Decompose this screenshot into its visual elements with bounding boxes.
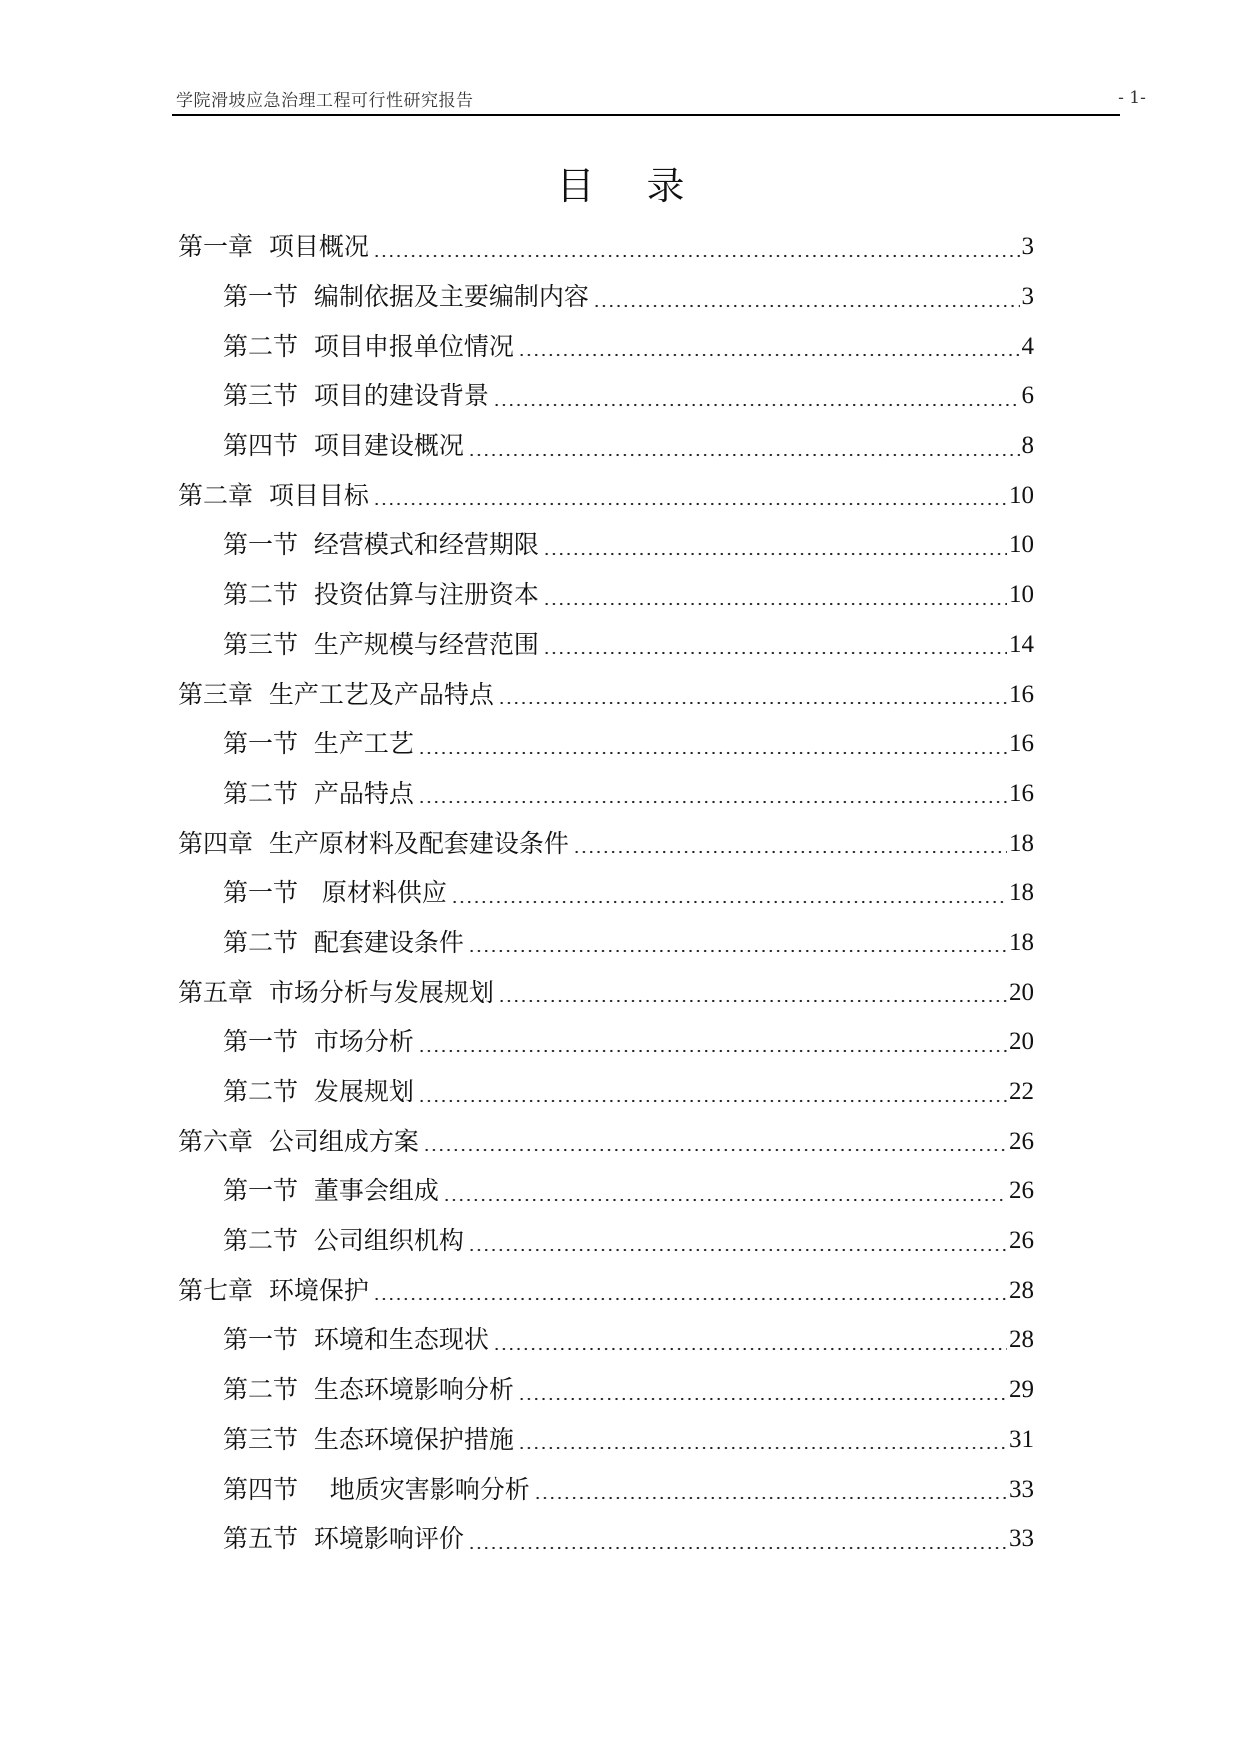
toc-dot-leader bbox=[418, 1099, 1007, 1103]
toc-entry-label: 第一节 环境和生态现状 bbox=[223, 1325, 489, 1355]
toc-entry-label: 第七章 环境保护 bbox=[178, 1275, 369, 1305]
toc-entry-label: 第二节 生态环境影响分析 bbox=[223, 1375, 514, 1405]
toc-dot-leader bbox=[451, 900, 1007, 904]
toc-dot-leader bbox=[543, 552, 1007, 556]
toc-dot-leader bbox=[443, 1198, 1007, 1202]
table-of-contents bbox=[178, 222, 1034, 1564]
toc-entry-page: 3 bbox=[1021, 283, 1034, 311]
toc-entry-page: 8 bbox=[1021, 432, 1034, 460]
toc-entry-label: 第二节 项目申报单位情况 bbox=[223, 331, 514, 361]
toc-dot-leader bbox=[418, 751, 1007, 755]
toc-entry-page: 6 bbox=[1021, 382, 1034, 410]
toc-section-entry[interactable] bbox=[178, 1166, 1034, 1216]
toc-section-entry[interactable] bbox=[178, 1464, 1034, 1514]
toc-entry-page: 26 bbox=[1009, 1127, 1034, 1155]
toc-entry-label: 第二节 配套建设条件 bbox=[223, 927, 464, 957]
toc-dot-leader bbox=[468, 1546, 1007, 1550]
toc-entry-page: 10 bbox=[1009, 531, 1034, 559]
toc-section-entry[interactable] bbox=[178, 1514, 1034, 1564]
toc-entry-page: 31 bbox=[1009, 1425, 1034, 1453]
toc-entry-page: 16 bbox=[1009, 680, 1034, 708]
toc-entry-page: 33 bbox=[1009, 1525, 1034, 1553]
toc-dot-leader bbox=[498, 999, 1007, 1003]
toc-entry-label: 第四章 生产原材料及配套建设条件 bbox=[178, 828, 569, 858]
toc-entry-label: 第一节 市场分析 bbox=[223, 1027, 414, 1057]
toc-dot-leader bbox=[468, 949, 1007, 953]
toc-entry-label: 第四节 地质灾害影响分析 bbox=[223, 1474, 530, 1504]
toc-entry-label: 第四节 项目建设概况 bbox=[223, 431, 464, 461]
toc-section-entry[interactable] bbox=[178, 421, 1034, 471]
toc-entry-label: 第一章 项目概况 bbox=[178, 232, 369, 262]
toc-entry-page: 4 bbox=[1021, 332, 1034, 360]
toc-dot-leader bbox=[573, 850, 1007, 854]
toc-entry-label: 第一节 原材料供应 bbox=[223, 878, 447, 908]
toc-entry-page: 28 bbox=[1009, 1276, 1034, 1304]
toc-dot-leader bbox=[418, 1049, 1007, 1053]
toc-entry-page: 26 bbox=[1009, 1227, 1034, 1255]
toc-dot-leader bbox=[468, 1248, 1007, 1252]
toc-entry-page: 20 bbox=[1009, 1028, 1034, 1056]
toc-dot-leader bbox=[423, 1148, 1007, 1152]
toc-entry-label: 第五节 环境影响评价 bbox=[223, 1524, 464, 1554]
toc-chapter-entry[interactable] bbox=[178, 967, 1034, 1017]
toc-section-entry[interactable] bbox=[178, 371, 1034, 421]
toc-entry-page: 20 bbox=[1009, 978, 1034, 1006]
toc-section-entry[interactable] bbox=[178, 272, 1034, 322]
toc-section-entry[interactable] bbox=[178, 1067, 1034, 1117]
toc-entry-label: 第一节 经营模式和经营期限 bbox=[223, 530, 539, 560]
toc-chapter-entry[interactable] bbox=[178, 1265, 1034, 1315]
toc-section-entry[interactable] bbox=[178, 1315, 1034, 1365]
toc-entry-page: 29 bbox=[1009, 1376, 1034, 1404]
toc-section-entry[interactable] bbox=[178, 1365, 1034, 1415]
toc-entry-page: 14 bbox=[1009, 630, 1034, 658]
toc-section-entry[interactable] bbox=[178, 1216, 1034, 1266]
toc-dot-leader bbox=[468, 453, 1020, 457]
toc-chapter-entry[interactable] bbox=[178, 818, 1034, 868]
toc-entry-label: 第二节 公司组织机构 bbox=[223, 1226, 464, 1256]
toc-chapter-entry[interactable] bbox=[178, 222, 1034, 272]
toc-section-entry[interactable] bbox=[178, 769, 1034, 819]
toc-entry-label: 第三节 生态环境保护措施 bbox=[223, 1424, 514, 1454]
toc-chapter-entry[interactable] bbox=[178, 669, 1034, 719]
toc-section-entry[interactable] bbox=[178, 620, 1034, 670]
toc-section-entry[interactable] bbox=[178, 719, 1034, 769]
toc-dot-leader bbox=[543, 602, 1007, 606]
toc-dot-leader bbox=[373, 502, 1007, 506]
toc-entry-page: 3 bbox=[1021, 233, 1034, 261]
toc-dot-leader bbox=[593, 304, 1020, 308]
toc-dot-leader bbox=[518, 1446, 1007, 1450]
toc-chapter-entry[interactable] bbox=[178, 470, 1034, 520]
toc-entry-label: 第一节 董事会组成 bbox=[223, 1176, 439, 1206]
toc-entry-page: 18 bbox=[1009, 879, 1034, 907]
toc-dot-leader bbox=[373, 254, 1020, 258]
toc-entry-page: 10 bbox=[1009, 481, 1034, 509]
toc-entry-page: 33 bbox=[1009, 1475, 1034, 1503]
toc-title: 目录 bbox=[556, 164, 737, 208]
toc-dot-leader bbox=[493, 403, 1020, 407]
toc-entry-page: 28 bbox=[1009, 1326, 1034, 1354]
toc-entry-page: 22 bbox=[1009, 1078, 1034, 1106]
toc-dot-leader bbox=[493, 1347, 1007, 1351]
toc-section-entry[interactable] bbox=[178, 1017, 1034, 1067]
toc-entry-label: 第五章 市场分析与发展规划 bbox=[178, 977, 494, 1007]
toc-dot-leader bbox=[534, 1496, 1007, 1500]
toc-section-entry[interactable] bbox=[178, 520, 1034, 570]
toc-entry-label: 第一节 生产工艺 bbox=[223, 729, 414, 759]
toc-dot-leader bbox=[543, 651, 1007, 655]
toc-dot-leader bbox=[518, 1397, 1007, 1401]
toc-entry-page: 10 bbox=[1009, 581, 1034, 609]
toc-entry-page: 16 bbox=[1009, 779, 1034, 807]
header-page-number: - 1- bbox=[1118, 88, 1146, 108]
toc-entry-label: 第二节 投资估算与注册资本 bbox=[223, 580, 539, 610]
toc-entry-page: 16 bbox=[1009, 730, 1034, 758]
toc-dot-leader bbox=[498, 701, 1007, 705]
toc-entry-label: 第三节 项目的建设背景 bbox=[223, 381, 489, 411]
toc-entry-page: 26 bbox=[1009, 1177, 1034, 1205]
toc-chapter-entry[interactable] bbox=[178, 1116, 1034, 1166]
toc-entry-label: 第一节 编制依据及主要编制内容 bbox=[223, 282, 589, 312]
toc-entry-label: 第二节 发展规划 bbox=[223, 1077, 414, 1107]
toc-dot-leader bbox=[418, 800, 1007, 804]
toc-entry-page: 18 bbox=[1009, 928, 1034, 956]
toc-section-entry[interactable] bbox=[178, 570, 1034, 620]
toc-entry-label: 第三节 生产规模与经营范围 bbox=[223, 629, 539, 659]
toc-entry-page: 18 bbox=[1009, 829, 1034, 857]
toc-dot-leader bbox=[518, 353, 1020, 357]
header-title: 学院滑坡应急治理工程可行性研究报告 bbox=[176, 91, 474, 111]
toc-entry-label: 第二节 产品特点 bbox=[223, 778, 414, 808]
toc-section-entry[interactable] bbox=[178, 868, 1034, 918]
toc-section-entry[interactable] bbox=[178, 1415, 1034, 1465]
toc-dot-leader bbox=[373, 1297, 1007, 1301]
toc-entry-label: 第二章 项目目标 bbox=[178, 480, 369, 510]
toc-section-entry[interactable] bbox=[178, 918, 1034, 968]
toc-section-entry[interactable] bbox=[178, 321, 1034, 371]
page-header bbox=[172, 84, 1146, 116]
toc-entry-label: 第三章 生产工艺及产品特点 bbox=[178, 679, 494, 709]
toc-entry-label: 第六章 公司组成方案 bbox=[178, 1126, 419, 1156]
